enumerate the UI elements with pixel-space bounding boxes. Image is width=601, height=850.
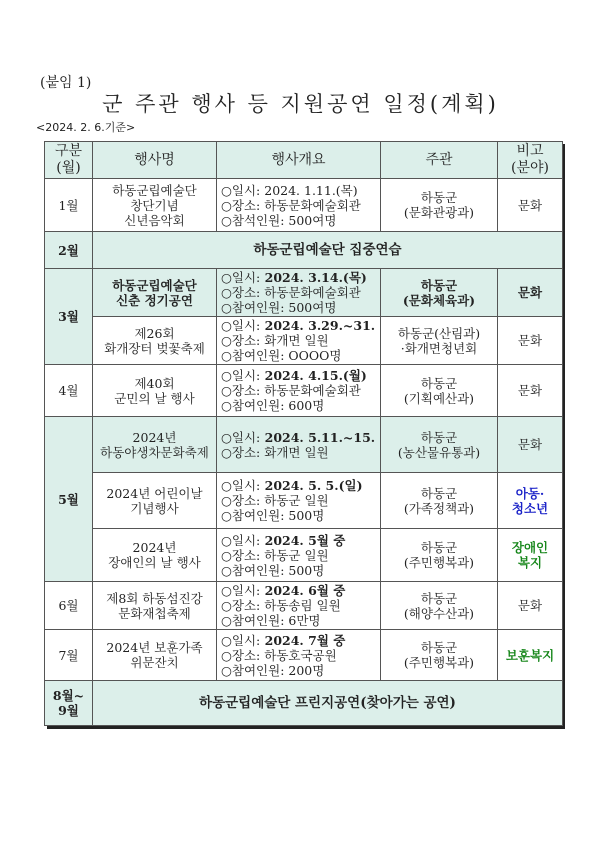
event-summary-cell: [217, 179, 381, 232]
host-cell: 하동군 (농산물유통과): [381, 417, 498, 473]
summary-line: ○장소: 하동문화예술회관: [221, 197, 361, 213]
month-cell: 4월: [45, 365, 93, 417]
summary-line: ○장소: 화개면 일원: [221, 333, 329, 348]
schedule-table-wrapper: [44, 141, 562, 726]
month-cell: 1월: [45, 179, 93, 232]
schedule-table: [44, 141, 563, 726]
month-cell: 2월: [45, 232, 93, 269]
summary-line: ○일시: 2024. 3.29.~31.: [221, 318, 376, 333]
summary-line: ○일시: 2024. 6월 중: [221, 583, 346, 598]
month-cell: 6월: [45, 582, 93, 630]
header-note: 비고 (분야): [498, 142, 563, 179]
host-cell: 하동군 (주민행복과): [381, 630, 498, 681]
event-summary-cell: [217, 630, 381, 681]
header-row: [45, 142, 563, 179]
event-name-cell: 2024년 어린이날 기념행사: [93, 473, 217, 529]
note-cell: 문화: [498, 417, 563, 473]
host-cell: 하동군 (가족정책과): [381, 473, 498, 529]
event-name-cell: 하동군립예술단 창단기념 신년음악회: [93, 179, 217, 232]
summary-line: ○참여인원: OOOO명: [221, 348, 342, 363]
event-name-cell: 제26회 화개장터 벚꽃축제: [93, 317, 217, 365]
document-title: 군 주관 행사 등 지원공연 일정(계획): [102, 92, 499, 116]
table-row: [45, 529, 563, 582]
note-cell: 문화: [498, 269, 563, 317]
note-cell: 문화: [498, 179, 563, 232]
host-cell: 하동군(산림과) ·화개면청년회: [381, 317, 498, 365]
summary-line: ○일시: 2024. 5. 5.(일): [221, 478, 363, 493]
summary-line: ○일시: 2024. 5월 중: [221, 532, 346, 548]
summary-line: ○일시: 2024. 7월 중: [221, 632, 346, 648]
note-cell: 문화: [498, 317, 563, 365]
table-row: [45, 417, 563, 473]
event-name-cell: 2024년 보훈가족 위문잔치: [93, 630, 217, 681]
summary-line: ○참여인원: 500명: [221, 562, 325, 578]
header-summary: 행사개요: [217, 142, 381, 179]
host-cell: 하동군 (주민행복과): [381, 529, 498, 582]
event-summary-cell: [217, 365, 381, 417]
host-cell: 하동군 (문화관광과): [381, 179, 498, 232]
host-cell: 하동군 (문화체육과): [381, 269, 498, 317]
table-row: [45, 269, 563, 317]
event-summary-cell: [217, 269, 381, 317]
note-cell: 장애인 복지: [498, 529, 563, 582]
host-cell: 하동군 (기획예산과): [381, 365, 498, 417]
summary-line: ○일시: 2024. 4.15.(월): [221, 368, 367, 383]
table-row: [45, 365, 563, 417]
summary-line: ○참여인원: 500명: [221, 508, 325, 523]
event-summary-cell: [217, 529, 381, 582]
summary-line: ○일시: 2024. 3.14.(목): [221, 270, 367, 285]
summary-line: ○장소: 하동송림 일원: [221, 598, 341, 613]
host-cell: 하동군 (해양수산과): [381, 582, 498, 630]
summary-line: ○일시: 2024. 1.11.(목): [221, 182, 358, 198]
summary-line: ○일시: 2024. 5.11.~15.: [221, 429, 376, 445]
month-cell: 3월: [45, 269, 93, 365]
header-month: 구분 (월): [45, 142, 93, 179]
schedule-body: [45, 179, 563, 726]
month-cell: 5월: [45, 417, 93, 582]
summary-line: ○참여인원: 6만명: [221, 613, 321, 628]
month-cell: 8월~ 9월: [45, 681, 93, 726]
table-row: [45, 630, 563, 681]
table-row: [45, 232, 563, 269]
event-name-cell: 하동군립예술단 신춘 정기공연: [93, 269, 217, 317]
summary-line: ○참여인원: 200명: [221, 662, 325, 678]
table-row: [45, 681, 563, 726]
header-host: 주관: [381, 142, 498, 179]
note-cell: 아동· 청소년: [498, 473, 563, 529]
event-name-cell: 2024년 장애인의 날 행사: [93, 529, 217, 582]
table-row: [45, 582, 563, 630]
attachment-label: (붙임 1): [40, 75, 92, 91]
note-cell: 문화: [498, 582, 563, 630]
summary-line: ○참여인원: 500여명: [221, 300, 337, 315]
event-name-cell: 제8회 하동섬진강 문화재첩축제: [93, 582, 217, 630]
summary-line: ○장소: 화개면 일원: [221, 444, 329, 460]
full-row-event: 하동군립예술단 프린지공연(찾아가는 공연): [93, 681, 563, 726]
summary-line: ○참석인원: 500여명: [221, 212, 337, 228]
summary-line: ○장소: 하동군 일원: [221, 493, 329, 508]
event-summary-cell: [217, 582, 381, 630]
event-name-cell: 2024년 하동야생차문화축제: [93, 417, 217, 473]
event-name-cell: 제40회 군민의 날 행사: [93, 365, 217, 417]
table-row: [45, 317, 563, 365]
summary-line: ○장소: 하동호국공원: [221, 647, 337, 663]
event-summary-cell: [217, 473, 381, 529]
month-cell: 7월: [45, 630, 93, 681]
header-event-name: 행사명: [93, 142, 217, 179]
summary-line: ○장소: 하동문화예술회관: [221, 285, 361, 300]
basis-date: <2024. 2. 6.기준>: [36, 121, 136, 134]
note-cell: 문화: [498, 365, 563, 417]
summary-line: ○참여인원: 600명: [221, 398, 325, 413]
note-cell: 보훈복지: [498, 630, 563, 681]
table-row: [45, 473, 563, 529]
full-row-event: 하동군립예술단 집중연습: [93, 232, 563, 269]
summary-line: ○장소: 하동군 일원: [221, 547, 329, 563]
event-summary-cell: [217, 317, 381, 365]
summary-line: ○장소: 하동문화예술회관: [221, 383, 361, 398]
event-summary-cell: [217, 417, 381, 473]
table-row: [45, 179, 563, 232]
